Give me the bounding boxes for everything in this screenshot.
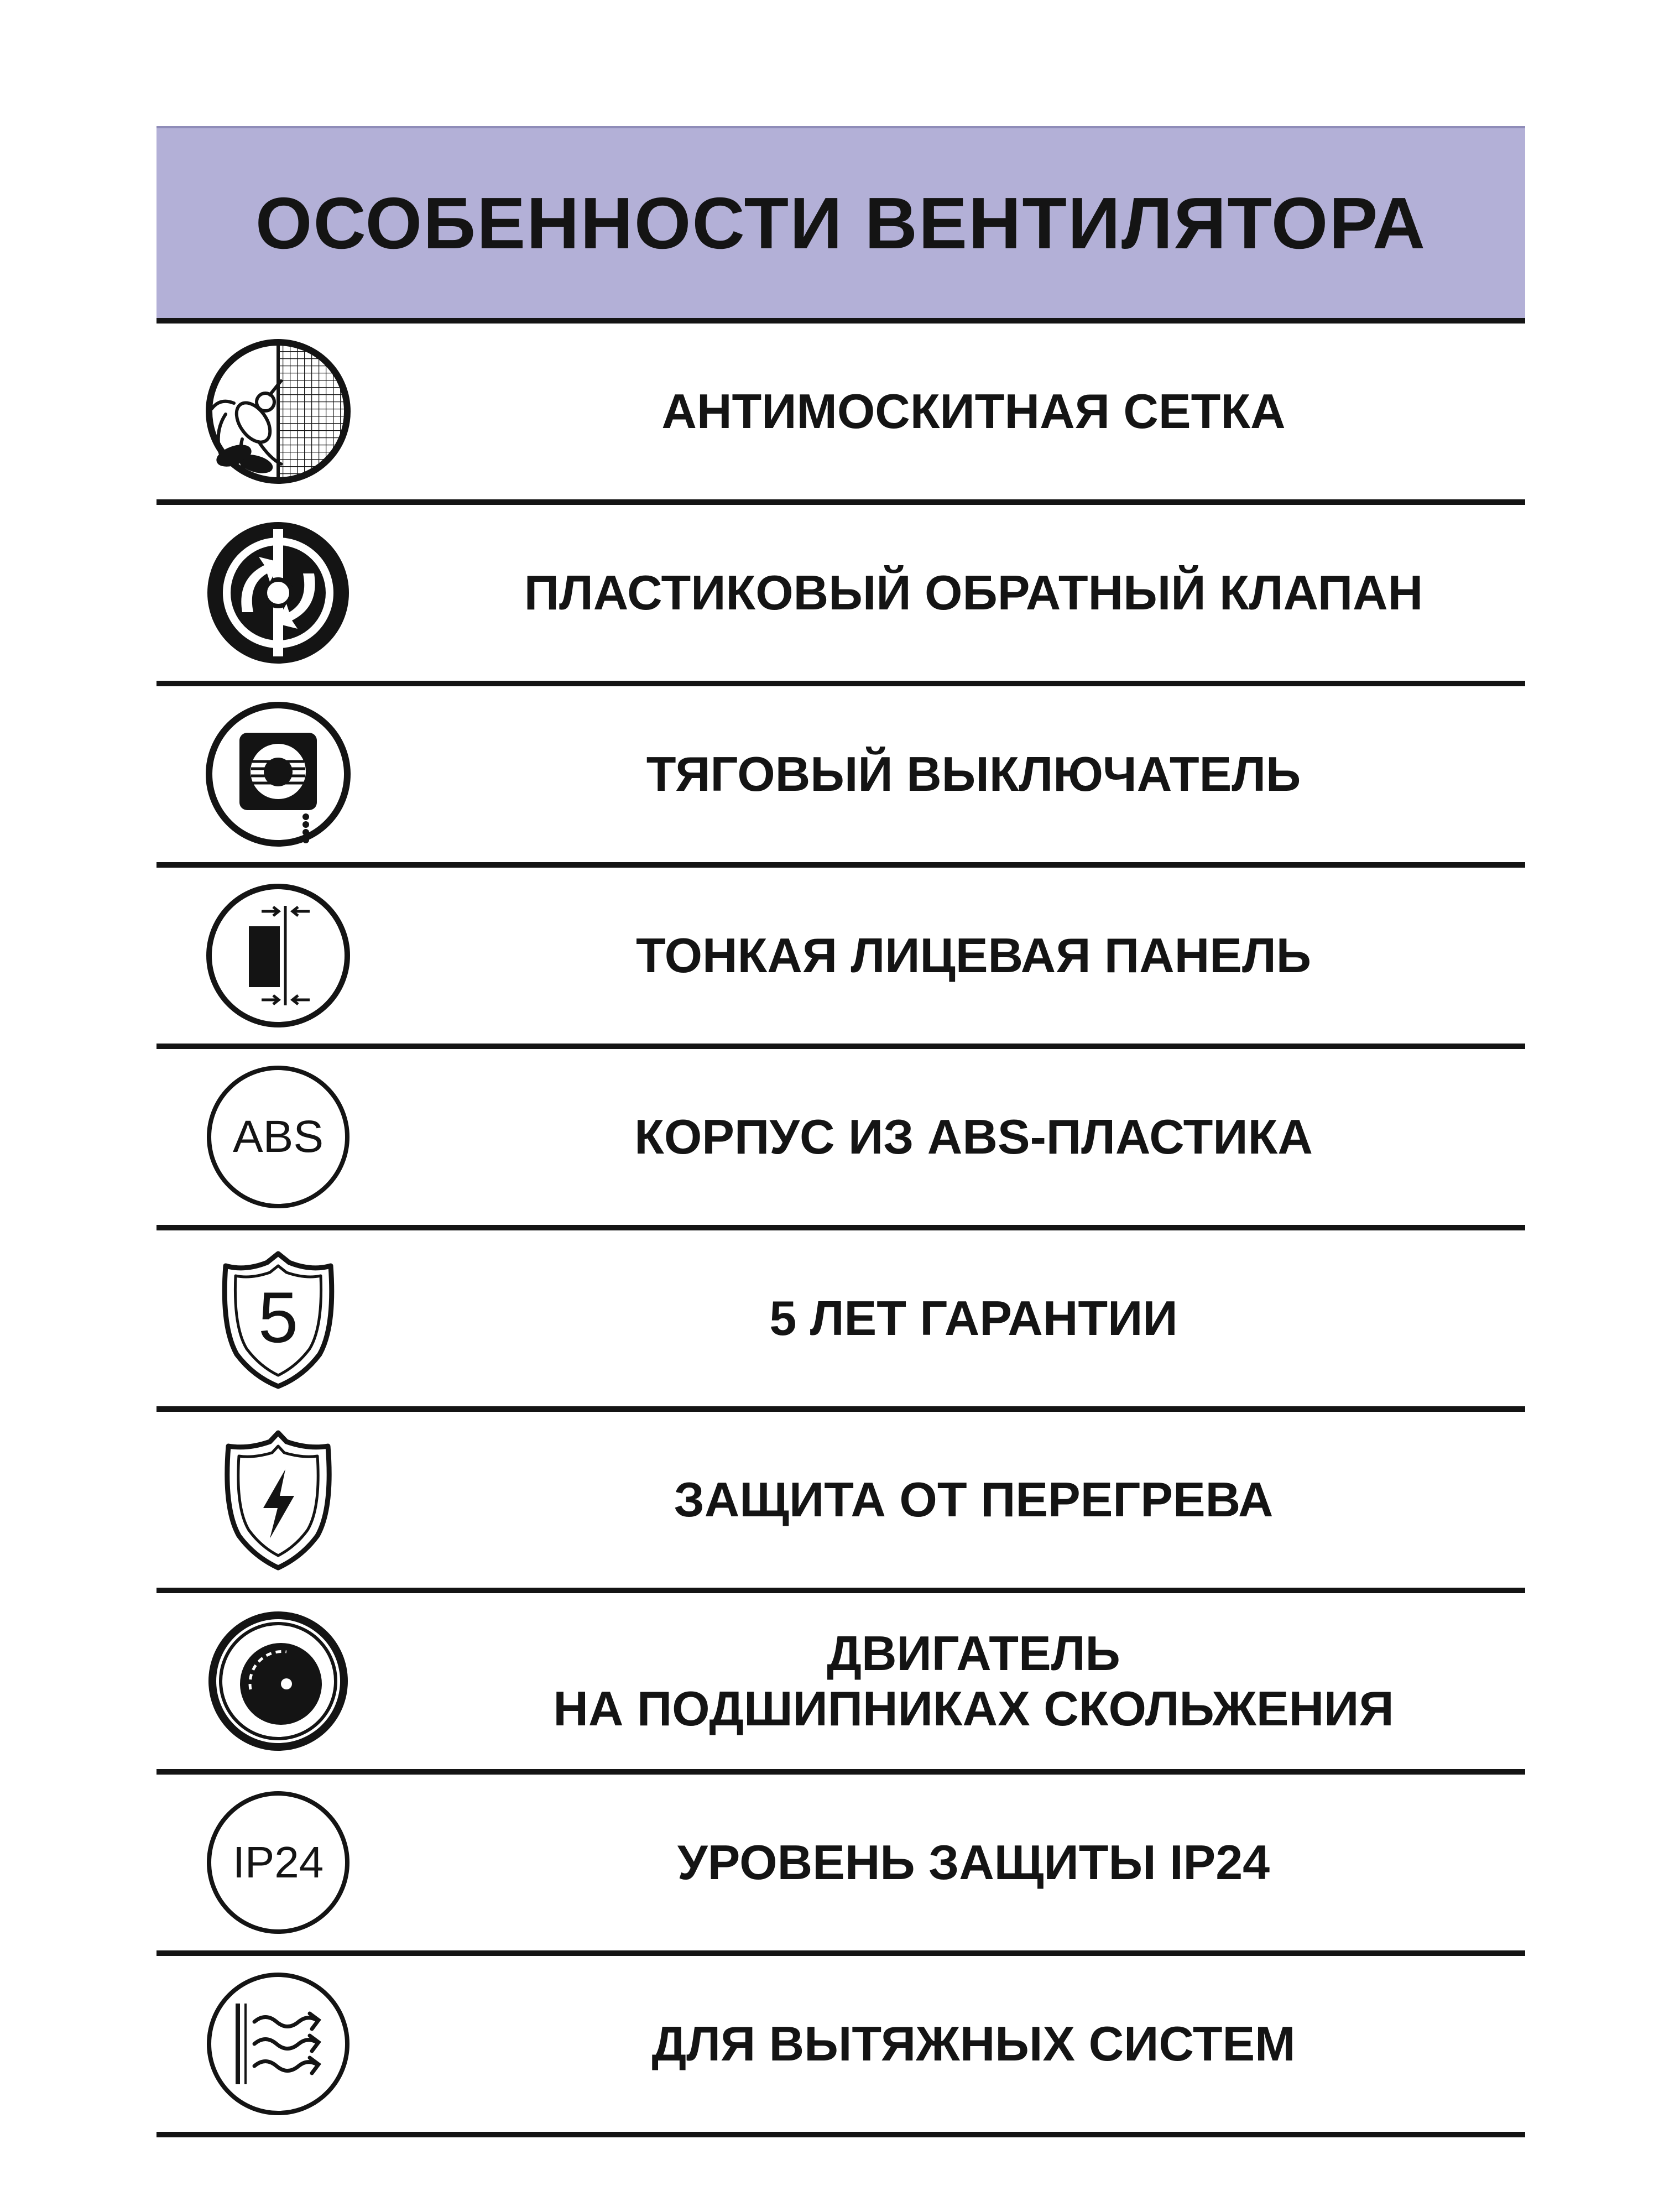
check-valve-icon <box>204 518 353 667</box>
feature-row-warranty <box>156 1230 1525 1406</box>
feature-label: ДЛЯ ВЫТЯЖНЫХ СИСТЕМ <box>651 2016 1296 2071</box>
feature-row-overheat <box>156 1412 1525 1588</box>
warranty-shield-icon <box>204 1244 353 1393</box>
feature-row-pull-switch <box>156 686 1525 862</box>
thin-panel-icon <box>204 881 353 1030</box>
divider <box>156 1044 1525 1049</box>
header-banner <box>156 126 1525 318</box>
feature-label: АНТИМОСКИТНАЯ СЕТКА <box>661 384 1286 439</box>
mosquito-net-icon <box>204 337 353 486</box>
feature-row-check-valve <box>156 505 1525 681</box>
exhaust-flow-icon <box>204 1969 353 2119</box>
feature-label: ТОНКАЯ ЛИЦЕВАЯ ПАНЕЛЬ <box>636 928 1311 983</box>
feature-label: ЗАЩИТА ОТ ПЕРЕГРЕВА <box>674 1472 1274 1527</box>
divider <box>156 1406 1525 1412</box>
bearing-motor-icon <box>204 1606 353 1756</box>
feature-row-abs <box>156 1049 1525 1225</box>
pull-switch-icon <box>204 700 353 849</box>
divider <box>156 1769 1525 1775</box>
feature-label: КОРПУС ИЗ ABS-ПЛАСТИКА <box>634 1109 1313 1164</box>
ip24-icon <box>204 1788 353 1937</box>
feature-label: ДВИГАТЕЛЬ НА ПОДШИПНИКАХ СКОЛЬЖЕНИЯ <box>553 1626 1394 1736</box>
feature-label: ТЯГОВЫЙ ВЫКЛЮЧАТЕЛЬ <box>646 747 1301 801</box>
feature-row-bearing-motor <box>156 1593 1525 1769</box>
feature-label: ПЛАСТИКОВЫЙ ОБРАТНЫЙ КЛАПАН <box>524 565 1423 620</box>
divider <box>156 318 1525 324</box>
page-title: ОСОБЕННОСТИ ВЕНТИЛЯТОРА <box>255 182 1427 264</box>
lightning-shield-icon <box>204 1425 353 1574</box>
abs-icon <box>204 1062 353 1212</box>
feature-row-mosquito-net <box>156 324 1525 499</box>
feature-row-ip24 <box>156 1775 1525 1950</box>
divider <box>156 1588 1525 1593</box>
feature-row-thin-panel <box>156 868 1525 1044</box>
divider <box>156 1225 1525 1230</box>
divider <box>156 2132 1525 2137</box>
feature-row-exhaust <box>156 1956 1525 2132</box>
feature-label: УРОВЕНЬ ЗАЩИТЫ IP24 <box>677 1835 1270 1890</box>
feature-label: 5 ЛЕТ ГАРАНТИИ <box>769 1291 1178 1345</box>
ip24-icon-text: IP24 <box>232 1838 324 1887</box>
warranty-icon-text: 5 <box>258 1277 299 1358</box>
divider <box>156 499 1525 505</box>
divider <box>156 1950 1525 1956</box>
divider <box>156 681 1525 686</box>
divider <box>156 862 1525 868</box>
features-sheet <box>156 126 1525 2137</box>
abs-icon-text: ABS <box>232 1112 324 1162</box>
